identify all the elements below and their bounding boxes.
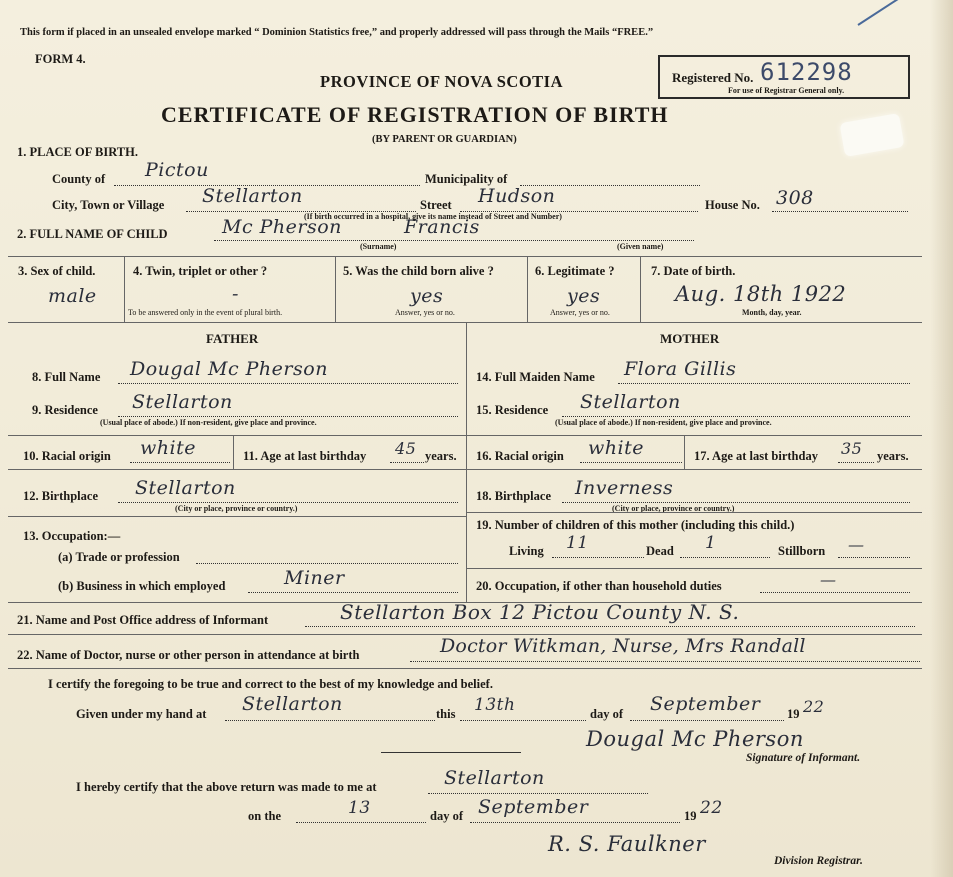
certificate-title: CERTIFICATE OF REGISTRATION OF BIRTH xyxy=(161,102,669,127)
mother-occupation: — xyxy=(820,570,837,589)
mother-birthplace-label: 18. Birthplace xyxy=(476,489,551,503)
mail-notice xyxy=(20,27,653,38)
father-occupation-label: 13. Occupation:— xyxy=(23,529,121,543)
father-name-label: 8. Full Name xyxy=(32,370,101,384)
given-year: 22 xyxy=(803,697,825,716)
father-age-years: years. xyxy=(425,449,457,463)
father-age-label: 11. Age at last birthday xyxy=(243,449,367,463)
registrar-year: 22 xyxy=(700,798,723,818)
dead-label: Dead xyxy=(646,544,674,558)
mother-age-label: 17. Age at last birthday xyxy=(694,449,818,463)
business-label: (b) Business in which employed xyxy=(58,579,226,593)
father-residence-note: (Usual place of abode.) If non-resident, give place and province. xyxy=(100,418,317,427)
place-of-birth-heading: 1. PLACE OF BIRTH. xyxy=(17,145,138,159)
twin-note: To be answered only in the event of plural birth. xyxy=(128,308,283,317)
father-birthplace-label: 12. Birthplace xyxy=(23,489,98,503)
registrar-signature: R. S. Faulkner xyxy=(548,832,706,856)
given-month: September xyxy=(650,693,761,715)
stillborn-value: — xyxy=(848,535,865,554)
born-alive-value: yes xyxy=(410,285,444,307)
registrar-statement: I hereby certify that the above return was made to me at xyxy=(76,780,377,794)
signature-caption: Signature of Informant. xyxy=(746,752,861,764)
attendant-value: Doctor Witkman, Nurse, Mrs Randall xyxy=(440,635,806,657)
born-alive-note: Answer, yes or no. xyxy=(395,308,455,317)
registrar-month: September xyxy=(478,796,589,818)
mother-residence: Stellarton xyxy=(580,391,681,413)
sex-value: male xyxy=(48,285,97,307)
dead-value: 1 xyxy=(705,533,717,553)
date-of-birth-label: 7. Date of birth. xyxy=(651,264,736,278)
surname-caption: (Surname) xyxy=(360,242,397,251)
father-name: Dougal Mc Pherson xyxy=(130,358,328,380)
province-heading: PROVINCE OF NOVA SCOTIA xyxy=(320,72,563,91)
registrar-day: 13 xyxy=(348,798,371,818)
given-place: Stellarton xyxy=(242,693,343,715)
twin-value: - xyxy=(232,283,239,305)
paper-edge xyxy=(930,0,953,877)
stillborn-label: Stillborn xyxy=(778,544,826,558)
street-value: Hudson xyxy=(478,185,556,207)
registration-number: 612298 xyxy=(760,58,853,86)
street-label: Street xyxy=(420,198,452,212)
date-of-birth-value: Aug. 18th 1922 xyxy=(675,282,847,306)
pen-mark xyxy=(857,0,924,26)
father-racial-label: 10. Racial origin xyxy=(23,449,111,463)
mother-birthplace-note: (City or place, province or country.) xyxy=(612,504,735,513)
legitimate-value: yes xyxy=(567,285,601,307)
father-birthplace-note: (City or place, province or country.) xyxy=(175,504,298,513)
attendant-label: 22. Name of Doctor, nurse or other person in attendance at birth xyxy=(17,648,360,662)
given-under-label: Given under my hand at xyxy=(76,707,207,721)
child-surname: Mc Pherson xyxy=(222,216,342,238)
mother-residence-note: (Usual place of abode.) If non-resident, give place and province. xyxy=(555,418,772,427)
mother-name: Flora Gillis xyxy=(624,358,737,380)
legitimate-note: Answer, yes or no. xyxy=(550,308,610,317)
mother-age: 35 xyxy=(841,439,863,458)
mother-name-label: 14. Full Maiden Name xyxy=(476,370,595,384)
mother-heading: MOTHER xyxy=(660,331,720,346)
form-number: FORM 4. xyxy=(35,52,86,66)
certification-statement: I certify the foregoing to be true and correct to the best of my knowledge and belief. xyxy=(48,677,493,691)
certificate-subtitle: (BY PARENT OR GUARDIAN) xyxy=(372,134,517,145)
mother-racial: white xyxy=(588,437,644,459)
city-label: City, Town or Village xyxy=(52,198,165,212)
registrar-place: Stellarton xyxy=(444,767,545,789)
mail-notice-text: This form if placed in an unsealed envelope marked “ Dominion Statistics free,” and properly addressed will pass through the Mails xyxy=(20,27,612,38)
year-prefix: 19 xyxy=(787,707,800,721)
mail-notice-free: “FREE.” xyxy=(611,27,654,38)
living-value: 11 xyxy=(566,533,589,553)
house-value: 308 xyxy=(776,187,814,209)
father-heading: FATHER xyxy=(206,331,259,346)
father-residence: Stellarton xyxy=(132,391,233,413)
paper-smudge xyxy=(840,113,905,157)
house-label: House No. xyxy=(705,198,760,212)
this-label: this xyxy=(436,707,456,721)
registrar-day-of-label: day of xyxy=(430,809,463,823)
father-birthplace: Stellarton xyxy=(135,477,236,499)
mother-residence-label: 15. Residence xyxy=(476,403,549,417)
born-alive-label: 5. Was the child born alive ? xyxy=(343,264,494,278)
day-of-label: day of xyxy=(590,707,623,721)
given-day: 13th xyxy=(474,695,516,715)
registration-label: Registered No. xyxy=(672,70,754,85)
county-label: County of xyxy=(52,172,106,186)
registration-note: For use of Registrar General only. xyxy=(728,86,845,95)
date-of-birth-note: Month, day, year. xyxy=(742,308,802,317)
legitimate-label: 6. Legitimate ? xyxy=(535,264,615,278)
mother-age-years: years. xyxy=(877,449,909,463)
on-the-label: on the xyxy=(248,809,281,823)
trade-label: (a) Trade or profession xyxy=(58,550,180,564)
given-name-caption: (Given name) xyxy=(617,242,664,251)
mother-occupation-label: 20. Occupation, if other than household duties xyxy=(476,579,722,593)
sex-label: 3. Sex of child. xyxy=(18,264,96,278)
business-value: Miner xyxy=(284,567,345,589)
child-name-label: 2. FULL NAME OF CHILD xyxy=(17,227,168,241)
informant-value: Stellarton Box 12 Pictou County N. S. xyxy=(340,600,740,624)
twin-label: 4. Twin, triplet or other ? xyxy=(133,264,268,278)
child-given-name: Francis xyxy=(404,216,480,238)
municipality-label: Municipality of xyxy=(425,172,508,186)
children-count-label: 19. Number of children of this mother (including this child.) xyxy=(476,518,795,532)
hospital-note: (If birth occurred in a hospital, give its name instead of Street and Number) xyxy=(304,212,562,221)
registrar-caption: Division Registrar. xyxy=(774,855,863,867)
mother-racial-label: 16. Racial origin xyxy=(476,449,564,463)
mother-birthplace: Inverness xyxy=(575,477,674,499)
informant-label: 21. Name and Post Office address of Informant xyxy=(17,613,269,627)
registrar-year-prefix: 19 xyxy=(684,809,697,823)
father-residence-label: 9. Residence xyxy=(32,403,98,417)
father-racial: white xyxy=(140,437,196,459)
county-value: Pictou xyxy=(145,159,209,181)
living-label: Living xyxy=(509,544,544,558)
informant-signature: Dougal Mc Pherson xyxy=(586,727,804,751)
father-age: 45 xyxy=(395,439,417,458)
city-value: Stellarton xyxy=(202,185,303,207)
